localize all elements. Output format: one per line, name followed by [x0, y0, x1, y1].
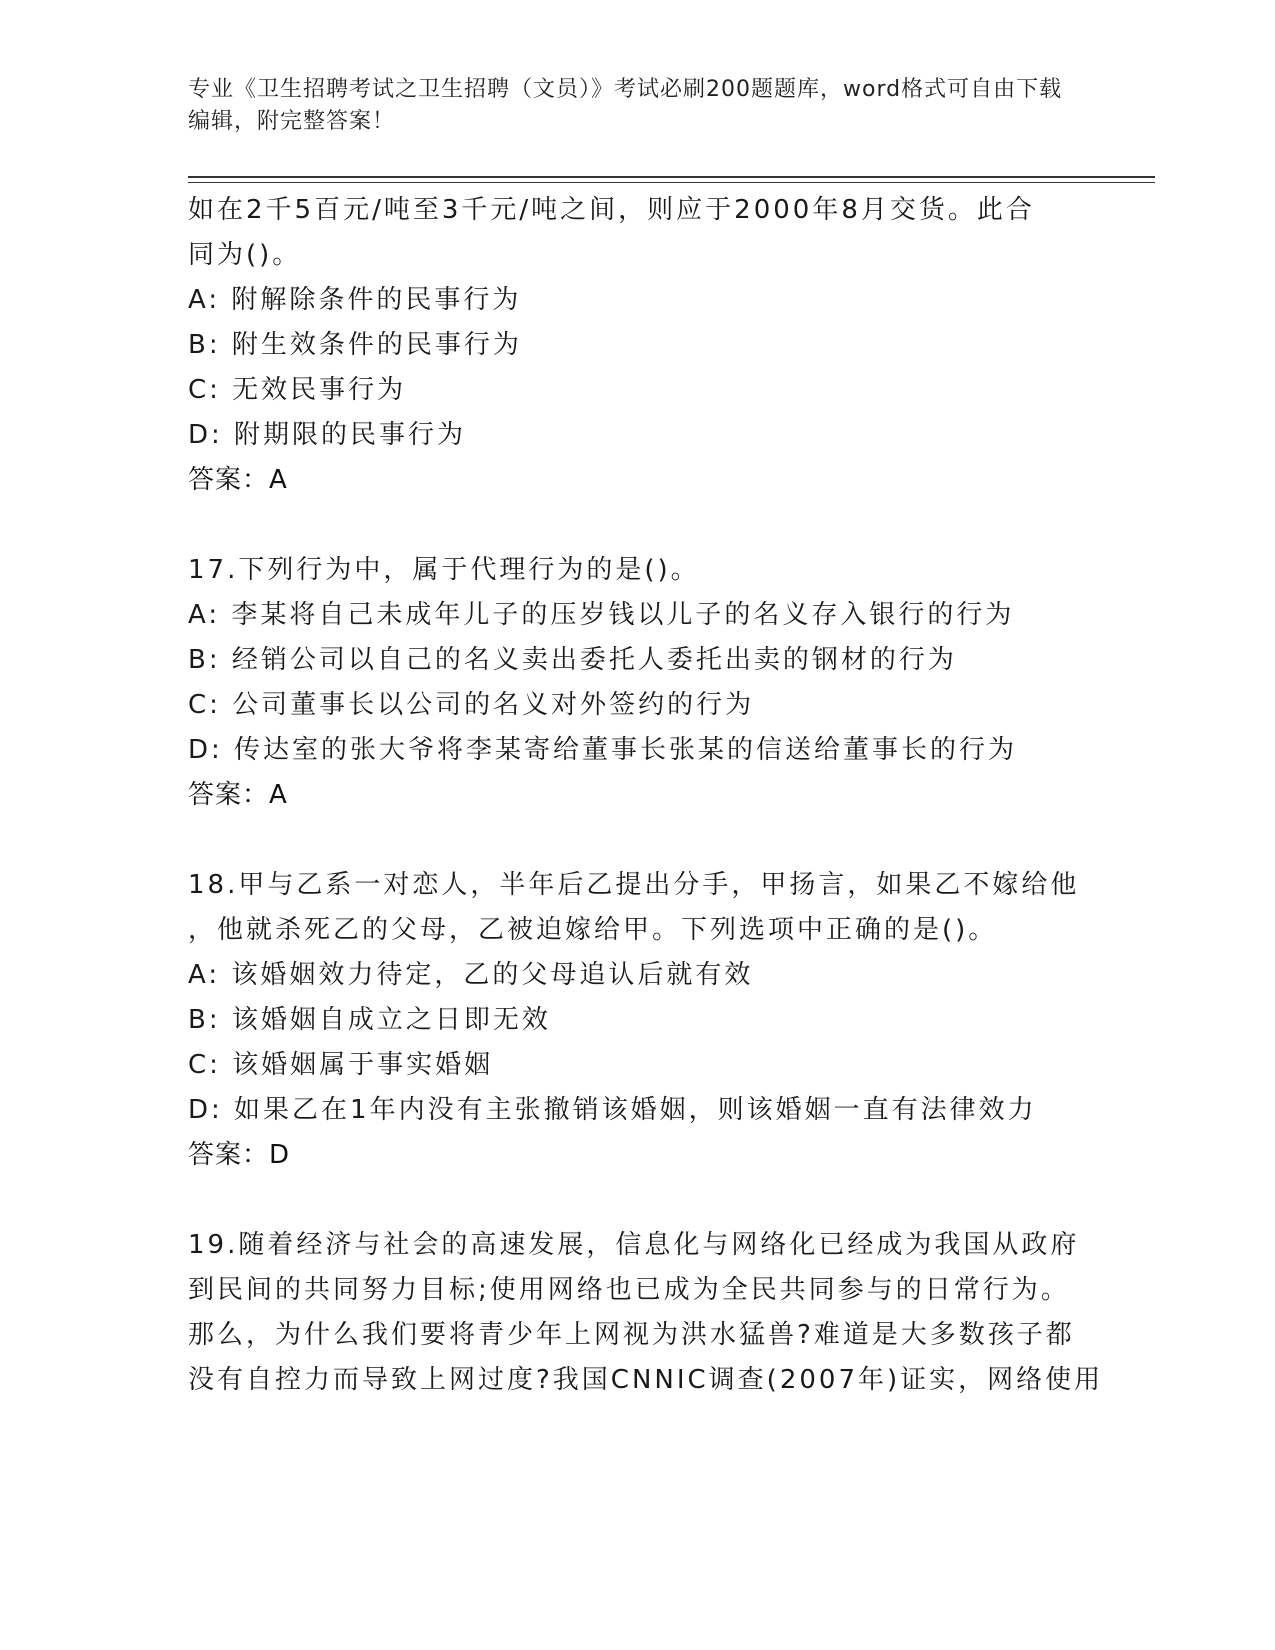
option-d: D: 传达室的张大爷将李某寄给董事长张某的信送给董事长的行为 [188, 735, 1018, 765]
document-header: 专业《卫生招聘考试之卫生招聘（文员）》考试必刷200题题库，word格式可自由下载编辑，附完整答案！ [188, 77, 1063, 134]
option-a: A: 李某将自己未成年儿子的压岁钱以儿子的名义存入银行的行为 [188, 600, 1015, 630]
question-19 [188, 1223, 1104, 1403]
option-c: C: 无效民事行为 [188, 375, 407, 405]
question-stem: 19.随着经济与社会的高速发展，信息化与网络化已经成为我国从政府 [188, 1230, 1080, 1260]
option-b: B: 该婚姻自成立之日即无效 [188, 1005, 551, 1035]
question-stem: 到民间的共同努力目标;使用网络也已成为全民共同参与的日常行为。 [188, 1275, 1070, 1305]
question-stem: 同为()。 [188, 240, 302, 270]
option-b: B: 附生效条件的民事行为 [188, 330, 522, 360]
question-stem: ，他就杀死乙的父母，乙被迫嫁给甲。下列选项中正确的是()。 [188, 915, 998, 945]
spacer [188, 503, 1088, 548]
question-18 [188, 863, 1088, 1178]
option-b: B: 经销公司以自己的名义卖出委托人委托出卖的钢材的行为 [188, 645, 957, 675]
answer-line: 答案：D [188, 1140, 291, 1170]
question-stem: 没有自控力而导致上网过度?我国CNNIC调查(2007年)证实，网络使用 [188, 1365, 1104, 1395]
answer-line: 答案：A [188, 780, 288, 810]
option-d: D: 如果乙在1年内没有主张撤销该婚姻，则该婚姻一直有法律效力 [188, 1095, 1037, 1125]
option-c: C: 公司董事长以公司的名义对外签约的行为 [188, 690, 755, 720]
document-body [188, 188, 1104, 1403]
question-17 [188, 548, 1088, 818]
question-stem: 18.甲与乙系一对恋人，半年后乙提出分手，甲扬言，如果乙不嫁给他 [188, 870, 1080, 900]
spacer [188, 1178, 1088, 1223]
option-d: D: 附期限的民事行为 [188, 420, 467, 450]
question-stem: 如在2千5百元/吨至3千元/吨之间，则应于2000年8月交货。此合 [188, 195, 1035, 225]
option-c: C: 该婚姻属于事实婚姻 [188, 1050, 494, 1080]
question-stem: 那么，为什么我们要将青少年上网视为洪水猛兽?难道是大多数孩子都 [188, 1320, 1075, 1350]
question-stem: 17.下列行为中，属于代理行为的是()。 [188, 555, 700, 585]
option-a: A: 附解除条件的民事行为 [188, 285, 522, 315]
header-divider-thick [188, 176, 1155, 178]
option-a: A: 该婚姻效力待定，乙的父母追认后就有效 [188, 960, 754, 990]
answer-line: 答案：A [188, 465, 288, 495]
header-divider-thin [188, 182, 1155, 183]
question-16 [188, 188, 1088, 503]
spacer [188, 818, 1088, 863]
